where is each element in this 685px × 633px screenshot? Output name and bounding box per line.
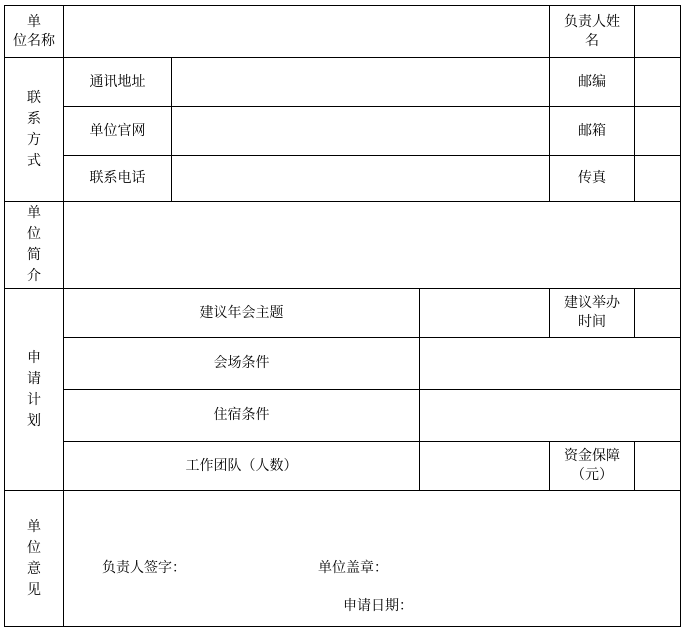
head-name-field[interactable] xyxy=(635,6,680,57)
unit-name-label: 单 位名称 xyxy=(13,13,55,49)
intro-section-label: 单 位 简 介 xyxy=(27,205,41,284)
seal-label: 单位盖章： xyxy=(318,560,388,576)
postcode-field[interactable] xyxy=(635,58,680,106)
contact-section-label: 联 系 方 式 xyxy=(27,89,41,169)
theme-label: 建议年会主题 xyxy=(199,304,284,321)
phone-field[interactable] xyxy=(172,156,549,201)
theme-field[interactable] xyxy=(420,289,549,337)
email-label: 邮箱 xyxy=(578,122,606,139)
team-field[interactable] xyxy=(420,442,549,490)
head-name-label: 负责人姓 名 xyxy=(564,13,620,49)
funding-label: 资金保障 （元） xyxy=(564,448,620,483)
email-field[interactable] xyxy=(635,107,680,155)
lodging-label: 住宿条件 xyxy=(213,407,270,423)
time-label: 建议举办 时间 xyxy=(564,295,620,330)
date-label: 申请日期： xyxy=(343,598,413,614)
funding-field[interactable] xyxy=(635,442,680,490)
fax-field[interactable] xyxy=(635,156,680,201)
plan-section-label: 申 请 计 划 xyxy=(27,349,41,429)
website-field[interactable] xyxy=(172,107,549,155)
venue-field[interactable] xyxy=(420,338,680,389)
fax-label: 传真 xyxy=(578,170,606,186)
opinion-section-label: 单 位 意 见 xyxy=(27,518,41,598)
address-label: 通讯地址 xyxy=(89,73,146,90)
team-label: 工作团队（人数） xyxy=(185,457,298,474)
row-divider xyxy=(4,490,681,491)
table-border-bottom xyxy=(4,626,681,627)
lodging-field[interactable] xyxy=(420,390,680,441)
intro-field[interactable] xyxy=(64,202,680,288)
time-field[interactable] xyxy=(635,289,680,337)
website-label: 单位官网 xyxy=(89,122,146,139)
address-field[interactable] xyxy=(172,58,549,106)
phone-label: 联系电话 xyxy=(89,170,146,186)
postcode-label: 邮编 xyxy=(578,73,606,90)
table-border-right xyxy=(680,5,681,627)
venue-label: 会场条件 xyxy=(213,355,270,371)
signature-label: 负责人签字： xyxy=(102,560,186,576)
unit-name-field[interactable] xyxy=(64,6,549,57)
